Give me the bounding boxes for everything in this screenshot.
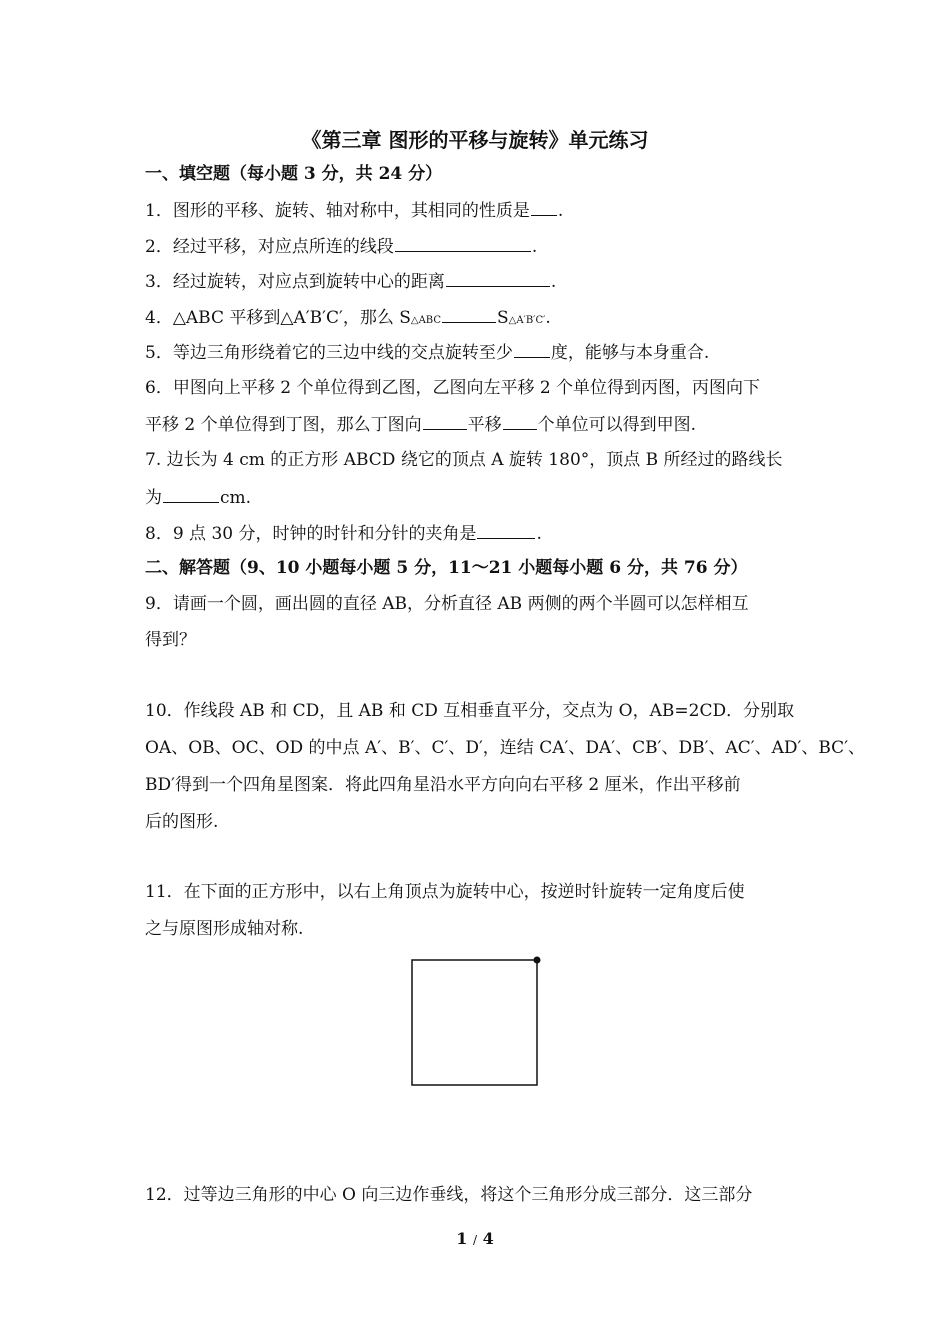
answer-blank[interactable] <box>442 306 496 323</box>
page-separator: / <box>472 1233 478 1247</box>
question-4 <box>145 306 551 332</box>
question-text: 平移 <box>467 415 502 435</box>
question-text: . <box>550 272 557 292</box>
question-11-line-1: 11．在下面的正方形中，以右上角顶点为旋转中心，按逆时针旋转一定角度后使 <box>145 882 745 902</box>
question-10-line-1: 10．作线段 AB 和 CD，且 AB 和 CD 互相垂直平分，交点为 O，AB=2CD．分别取 <box>145 701 795 721</box>
question-text: 8．9 点 30 分，时钟的时针和分针的夹角是 <box>145 524 477 544</box>
question-10-line-4: 后的图形. <box>145 812 219 832</box>
question-text: cm. <box>220 488 252 508</box>
question-text: 4．△ABC 平移到△A′B′C′，那么 S <box>145 308 411 328</box>
page-title: 《第三章 图形的平移与旋转》单元练习 <box>301 128 649 152</box>
answer-blank[interactable] <box>477 522 535 539</box>
subscript: △ABC <box>410 315 441 326</box>
question-text: . <box>557 201 564 221</box>
question-text: . <box>536 524 542 544</box>
subscript: △A′B′C′ <box>508 315 546 326</box>
question-text: 个单位可以得到甲图. <box>537 415 697 435</box>
answer-blank[interactable] <box>503 413 537 430</box>
answer-blank[interactable] <box>163 486 219 503</box>
question-text: 为 <box>145 488 162 508</box>
question-text: 平移 2 个单位得到丁图，那么丁图向 <box>145 415 422 435</box>
question-text: 度，能够与本身重合. <box>550 343 710 363</box>
question-9-line-1: 9．请画一个圆，画出圆的直径 AB，分析直径 AB 两侧的两个半圆可以怎样相互 <box>145 594 749 614</box>
question-3 <box>145 270 556 293</box>
section-heading-fill-blank: 一、填空题（每小题 3 分，共 24 分） <box>145 164 443 184</box>
current-page: 1 <box>456 1229 468 1248</box>
square-outline <box>412 960 537 1085</box>
question-1 <box>145 199 563 222</box>
question-6-line-2 <box>145 413 696 436</box>
question-text: 2．经过平移，对应点所连的线段 <box>145 237 394 257</box>
square-figure <box>405 954 545 1094</box>
answer-blank[interactable] <box>514 341 550 358</box>
question-text: S <box>496 308 509 328</box>
question-text: 5．等边三角形绕着它的三边中线的交点旋转至少 <box>145 343 513 363</box>
total-pages: 4 <box>482 1229 494 1248</box>
question-9-line-2: 得到？ <box>145 630 196 650</box>
question-10-line-3: BD′得到一个四角星图案．将此四角星沿水平方向向右平移 2 厘米，作出平移前 <box>145 775 741 795</box>
question-text: 1．图形的平移、旋转、轴对称中，其相同的性质是 <box>145 201 530 221</box>
question-text: . <box>545 308 551 328</box>
rotation-center-dot <box>534 957 541 964</box>
question-5 <box>145 341 709 364</box>
question-12-line-1: 12．过等边三角形的中心 O 向三边作垂线，将这个三角形分成三部分．这三部分 <box>145 1185 753 1205</box>
answer-blank[interactable] <box>395 235 531 252</box>
question-text: . <box>531 237 538 257</box>
question-7-line-1: 7. 边长为 4 cm 的正方形 ABCD 绕它的顶点 A 旋转 180°，顶点 B 所经过的路线长 <box>145 450 783 470</box>
question-11-line-2: 之与原图形成轴对称. <box>145 919 304 939</box>
answer-blank[interactable] <box>446 270 550 287</box>
page-number <box>0 1229 950 1248</box>
question-7-line-2 <box>145 486 251 509</box>
question-10-line-2: OA、OB、OC、OD 的中点 A′、B′、C′、D′，连结 CA′、DA′、CB′、DB′、AC′、AD′、BC′、 <box>145 738 866 758</box>
question-2 <box>145 235 537 258</box>
answer-blank[interactable] <box>531 199 557 216</box>
question-text: 3．经过旋转，对应点到旋转中心的距离 <box>145 272 445 292</box>
question-6-line-1: 6．甲图向上平移 2 个单位得到乙图，乙图向左平移 2 个单位得到丙图，丙图向下 <box>145 378 761 398</box>
section-heading-answer: 二、解答题（9、10 小题每小题 5 分，11～21 小题每小题 6 分，共 76 分） <box>145 558 748 578</box>
question-8 <box>145 522 542 545</box>
answer-blank[interactable] <box>423 413 467 430</box>
